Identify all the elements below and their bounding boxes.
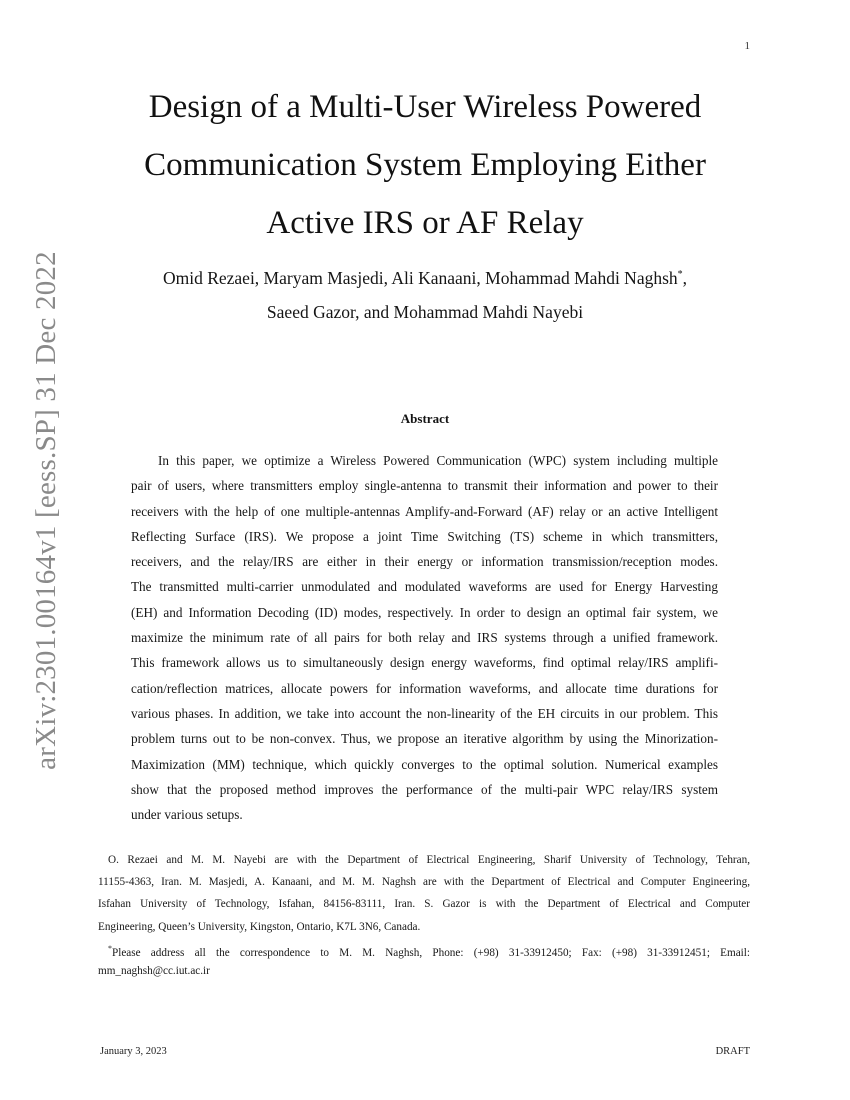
abstract-line: receivers with the help of one multiple-antennas Amplify-and-Forward (AF) relay or an active Intelligent	[131, 503, 718, 519]
abstract-body	[131, 448, 718, 827]
abstract-line: show that the proposed method improves the performance of the multi-pair WPC relay/IRS system	[131, 781, 718, 797]
paper-title	[0, 78, 850, 252]
abstract-line: under various setups.	[131, 807, 243, 823]
abstract-line: This framework allows us to simultaneously design energy waveforms, find optimal relay/IRS amplifi-	[131, 655, 718, 671]
abstract-line: maximize the minimum rate of all pairs for both relay and IRS systems through a unified framework.	[131, 630, 718, 646]
corresponding-author-mark: *	[677, 269, 683, 280]
footer-draft-label: DRAFT	[715, 1046, 750, 1057]
page-number: 1	[744, 40, 750, 52]
affiliation-line: O. Rezaei and M. M. Nayebi are with the Department of Electrical Engineering, Sharif University of Technology, Tehran,	[108, 854, 750, 866]
affiliation-line: Isfahan University of Technology, Isfahan, 84156-83111, Iran. S. Gazor is with the Department of Electrical and Computer	[98, 898, 750, 911]
affiliation-line: 11155-4363, Iran. M. Masjedi, A. Kanaani, and M. M. Naghsh are with the Department of Electrical and Computer Engineering,	[98, 876, 750, 889]
correspondence-mark: *	[108, 943, 112, 953]
abstract-line: Reflecting Surface (IRS). We propose a joint Time Switching (TS) scheme in which transmitters,	[131, 528, 718, 544]
abstract-line: In this paper, we optimize a Wireless Powered Communication (WPC) system including multiple	[158, 453, 718, 468]
author-list	[0, 258, 850, 329]
correspondence-line	[98, 938, 750, 960]
arxiv-identifier-text: arXiv:2301.00164v1 [eess.SP] 31 Dec 2022	[29, 250, 62, 770]
footnotes	[98, 849, 750, 982]
abstract-line: receivers, and the relay/IRS are either in their energy or information transmission/reception modes.	[131, 554, 718, 570]
abstract-line: problem turns out to be non-convex. Thus, we propose an iterative algorithm by using the Minorization-	[131, 731, 718, 747]
affiliation-line: Engineering, Queen’s University, Kingston, Ontario, K7L 3N6, Canada.	[98, 920, 421, 933]
abstract-line: cation/reflection matrices, allocate powers for information waveforms, and allocate time durations for	[131, 680, 718, 696]
abstract-line: (EH) and Information Decoding (ID) modes, respectively. In order to design an optimal fair system, we	[131, 604, 718, 620]
title-line: Design of a Multi-User Wireless Powered	[148, 89, 702, 125]
abstract-line: pair of users, where transmitters employ single-antenna to transmit their information and power to their	[131, 478, 718, 494]
authors-line-2: Saeed Gazor, and Mohammad Mahdi Nayebi	[266, 302, 584, 322]
title-line: Communication System Employing Either	[144, 147, 706, 183]
abstract-line: The transmitted multi-carrier unmodulated and modulated waveforms are used for Energy Harvesting	[131, 579, 718, 595]
authors-punct: ,	[682, 268, 688, 288]
abstract-line: various phases. In addition, we take into account the non-linearity of the EH circuits in our problem. This	[131, 705, 718, 721]
title-line: Active IRS or AF Relay	[266, 205, 584, 241]
authors-line-1	[0, 258, 850, 295]
correspondence-text: Please address all the correspondence to M. M. Naghsh, Phone: (+98) 31-33912450; Fax: (+98) 31-33912451; Email:	[112, 946, 750, 959]
arxiv-identifier-stamp	[26, 250, 66, 770]
abstract-heading: Abstract	[400, 411, 450, 426]
footer-date: January 3, 2023	[100, 1046, 167, 1057]
abstract-line: Maximization (MM) technique, which quickly converges to the optimal solution. Numerical examples	[131, 756, 718, 772]
correspondence-email: mm_naghsh@cc.iut.ac.ir	[98, 964, 210, 977]
authors-names: Omid Rezaei, Maryam Masjedi, Ali Kanaani, Mohammad Mahdi Naghsh	[162, 268, 678, 288]
